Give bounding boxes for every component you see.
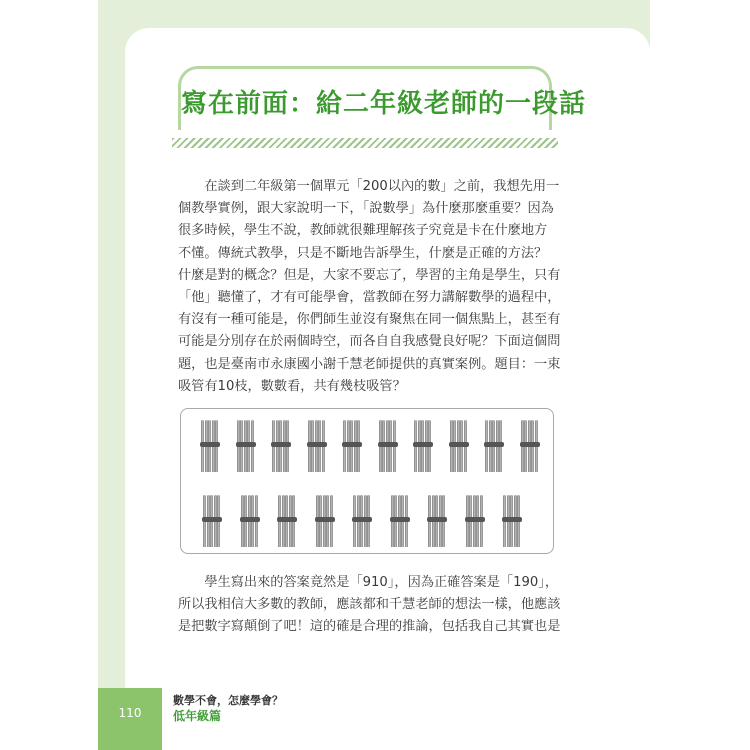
rubber-band: [271, 442, 291, 447]
text-line: 什麼是對的概念？但是，大家不要忘了，學習的主角是學生，只有: [178, 267, 561, 283]
rubber-band: [413, 442, 433, 447]
rubber-band: [520, 442, 540, 447]
text-line: 可能是分別存在於兩個時空，而各自自我感覺良好呢？下面這個問: [178, 334, 561, 350]
page-heading: 寫在前面：給二年級老師的一段話: [181, 89, 587, 119]
rubber-band: [427, 517, 447, 522]
straw-bundle: [466, 495, 484, 547]
heading-divider: [172, 138, 558, 148]
intro-paragraph: [178, 176, 561, 398]
straw-bundles-figure: [180, 408, 554, 554]
text-line: 題，也是臺南市永康國小謝千慧老師提供的真實案例。題目：一束: [178, 356, 561, 372]
text-line: 在談到二年級第一個單元「200以內的數」之前，我想先用一: [178, 179, 560, 194]
rubber-band: [352, 517, 372, 522]
rubber-band: [390, 517, 410, 522]
rubber-band: [200, 442, 220, 447]
heading-frame: [178, 66, 587, 130]
straw-bundle: [379, 420, 397, 472]
rubber-band: [315, 517, 335, 522]
series-title: 數學不會，怎麼學會？: [173, 694, 283, 707]
text-line: 學生寫出來的答案竟然是「910」，因為正確答案是「190」，: [178, 575, 559, 590]
text-line: 所以我相信大多數的教師，應該都和千慧老師的想法一樣，他應該: [178, 597, 561, 613]
straw-bundle: [241, 495, 259, 547]
text-line: 有沒有一種可能是，你們師生並沒有聚焦在同一個焦點上，甚至有: [178, 312, 561, 328]
straw-bundle: [308, 420, 326, 472]
straw-bundle: [343, 420, 361, 472]
straw-bundle: [237, 420, 255, 472]
text-line: 個教學實例，跟大家說明一下，「說數學」為什麼那麼重要？因為: [178, 201, 554, 217]
straw-bundle: [203, 495, 221, 547]
rubber-band: [484, 442, 504, 447]
page-number-tab: [98, 688, 162, 750]
rubber-band: [502, 517, 522, 522]
rubber-band: [236, 442, 256, 447]
straw-bundle: [450, 420, 468, 472]
level-title: 低年級篇: [173, 709, 222, 723]
straw-bundle: [272, 420, 290, 472]
text-line: 吸管有10枝，數數看，共有幾枝吸管？: [178, 378, 406, 394]
straw-bundle: [278, 495, 296, 547]
text-line: 很多時候，學生不說，教師就很難理解孩子究竟是卡在什麼地方: [178, 223, 548, 239]
rubber-band: [307, 442, 327, 447]
straw-bundle: [353, 495, 371, 547]
rubber-band: [202, 517, 222, 522]
straw-bundle: [391, 495, 409, 547]
straw-bundle: [428, 495, 446, 547]
straw-bundle: [503, 495, 521, 547]
straw-bundle: [316, 495, 334, 547]
straw-bundle: [414, 420, 432, 472]
straw-bundle: [201, 420, 219, 472]
rubber-band: [449, 442, 469, 447]
straw-bundle: [521, 420, 539, 472]
rubber-band: [240, 517, 260, 522]
rubber-band: [378, 442, 398, 447]
text-line: 不懂。傳統式教學，只是不斷地告訴學生，什麼是正確的方法？: [178, 245, 548, 261]
answer-paragraph: [178, 572, 561, 639]
text-line: 是把數字寫顛倒了吧！這的確是合理的推論，包括我自己其實也是: [178, 619, 561, 635]
rubber-band: [342, 442, 362, 447]
page-number: 110: [118, 706, 142, 720]
straw-bundle: [485, 420, 503, 472]
rubber-band: [465, 517, 485, 522]
text-line: 「他」聽懂了，才有可能學會，當教師在努力講解數學的過程中，: [178, 290, 561, 306]
rubber-band: [277, 517, 297, 522]
